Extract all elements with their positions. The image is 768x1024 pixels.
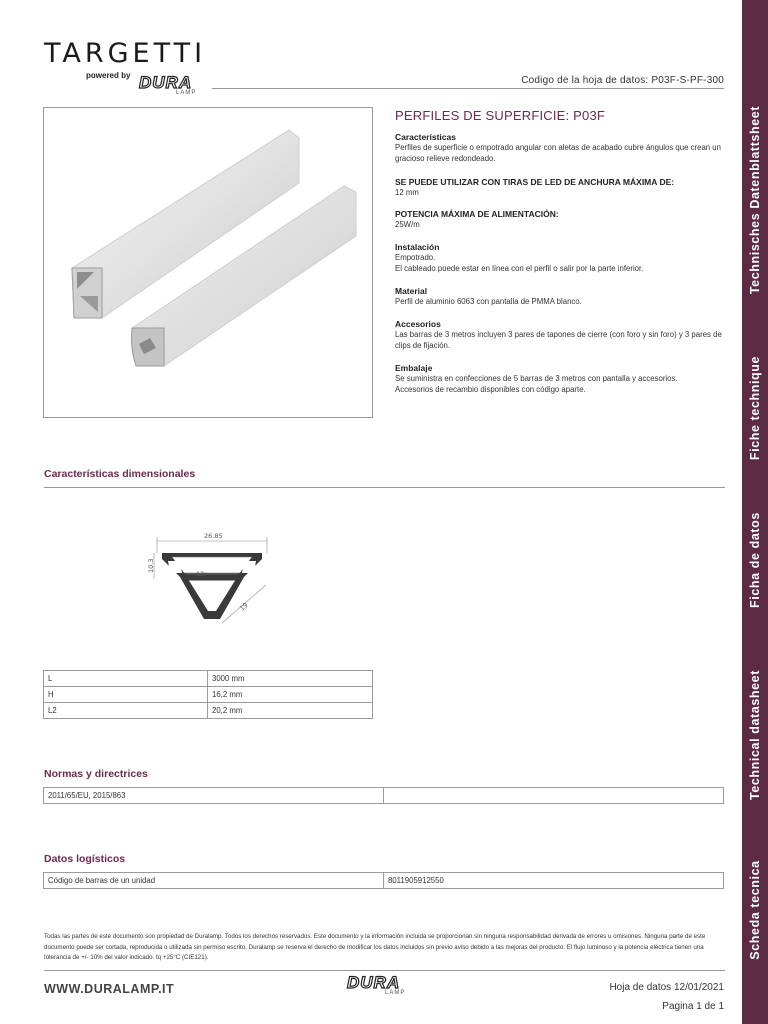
spec-text: Se suministra en confecciones de 5 barras de 3 metros con pantalla y accesorios. bbox=[395, 373, 678, 383]
table-row bbox=[44, 687, 373, 703]
product-image bbox=[43, 107, 373, 418]
dim-inner-label: 12 bbox=[196, 570, 205, 578]
spec-heading: Instalación bbox=[395, 242, 440, 252]
dim-key: H bbox=[44, 687, 208, 703]
spec-packaging bbox=[395, 363, 725, 395]
spec-text-2: El cableado puede estar en línea con el perfil o salir por la parte inferior. bbox=[395, 263, 644, 273]
norms-title: Normas y directrices bbox=[44, 768, 148, 780]
dim-side-label: 19 bbox=[238, 601, 250, 613]
table-row bbox=[44, 873, 724, 889]
spec-power bbox=[395, 209, 725, 231]
norms-table bbox=[43, 787, 724, 804]
dim-key: L bbox=[44, 671, 208, 687]
spec-caracteristicas bbox=[395, 132, 725, 164]
footer-logo: DURA bbox=[347, 973, 401, 992]
spec-text-2: Accesorios de recambio disponibles con código aparte. bbox=[395, 384, 586, 394]
dimension-drawing bbox=[140, 527, 290, 627]
dim-key: L2 bbox=[44, 703, 208, 719]
dimensions-table bbox=[43, 670, 373, 719]
product-title: PERFILES DE SUPERFICIE: P03F bbox=[395, 108, 606, 123]
side-label-de: Technisches Datenblattsheet bbox=[748, 105, 762, 295]
logistics-label: Código de barras de un unidad bbox=[44, 873, 384, 889]
page-number: Pagina 1 de 1 bbox=[662, 1001, 724, 1012]
website-link[interactable]: WWW.DURALAMP.IT bbox=[44, 982, 175, 996]
spec-heading: Accesorios bbox=[395, 319, 441, 329]
side-label-es: Ficha de datos bbox=[748, 512, 762, 608]
spec-heading: Material bbox=[395, 286, 428, 296]
spec-heading: Características bbox=[395, 132, 456, 142]
dim-value: 16,2 mm bbox=[208, 687, 373, 703]
datasheet-date: Hoja de datos 12/01/2021 bbox=[609, 982, 724, 993]
spec-heading: POTENCIA MÁXIMA DE ALIMENTACIÓN: bbox=[395, 209, 559, 219]
spec-text: Perfiles de superficie o empotrado angular con aletas de acabado cubre ángulos que crean un gracioso relieve redondeado. bbox=[395, 142, 721, 163]
spec-text: Empotrado. bbox=[395, 252, 436, 262]
logistics-value: 8011905912550 bbox=[384, 873, 724, 889]
dimensions-divider bbox=[44, 487, 725, 488]
spec-text: Perfil de aluminio 6063 con pantalla de PMMA blanco. bbox=[395, 296, 582, 306]
spec-material bbox=[395, 286, 725, 308]
header-divider bbox=[212, 88, 724, 89]
spec-text: 25W/m bbox=[395, 219, 420, 229]
table-row bbox=[44, 788, 724, 804]
spec-text: Las barras de 3 metros incluyen 3 pares de tapones de cierre (con foro y sin foro) y 3 pares de clips de fijación. bbox=[395, 329, 722, 350]
dim-value: 20,2 mm bbox=[208, 703, 373, 719]
norm-cell bbox=[384, 788, 724, 804]
spec-heading: SE PUEDE UTILIZAR CON TIRAS DE LED DE ANCHURA MÁXIMA DE: bbox=[395, 177, 675, 187]
side-label-en: Technical datasheet bbox=[748, 670, 762, 800]
partner-logo-sub: LAMP bbox=[176, 90, 197, 96]
partner-logo: DURA bbox=[139, 73, 193, 92]
norm-cell: 2011/65/EU, 2015/863 bbox=[44, 788, 384, 804]
powered-by-text: powered by bbox=[86, 71, 131, 80]
brand-logo: TARGETTI bbox=[44, 38, 207, 69]
side-label-it: Scheda tecnica bbox=[748, 860, 762, 960]
spec-accessories bbox=[395, 319, 725, 351]
footer-logo-sub: LAMP bbox=[385, 990, 406, 996]
spec-led-width bbox=[395, 177, 725, 199]
dimensions-title: Características dimensionales bbox=[44, 468, 196, 480]
dim-value: 3000 mm bbox=[208, 671, 373, 687]
dim-width-label: 26.85 bbox=[204, 532, 223, 540]
footer-divider bbox=[44, 970, 725, 971]
profile-illustration bbox=[44, 108, 373, 418]
document-code: Codigo de la hoja de datos: P03F-S-PF-300 bbox=[521, 75, 724, 86]
logistics-table bbox=[43, 872, 724, 889]
disclaimer: Todas las partes de este documento son propiedad de Duralamp. Todos los derechos reservados. Este documento y la información incluida se proporcionan sin ninguna responsabilidad derivada de errores u omisiones. Ninguna parte de este documento puede ser cortada, reproducida o utilizada sin permiso escrito. Duralamp se reserva el derecho de modificar los datos incluidos sin previo aviso debido a las mejoras del producto. El flujo luminoso y la potencia eléctrica tienen una tolerancia de +/- 10% del valor indicado. tq +25°C (CIE121). bbox=[44, 933, 706, 961]
dim-height-label: 10.3 bbox=[147, 558, 155, 573]
logistics-title: Datos logísticos bbox=[44, 853, 126, 865]
spec-installation bbox=[395, 242, 725, 274]
table-row bbox=[44, 703, 373, 719]
table-row bbox=[44, 671, 373, 687]
spec-text: 12 mm bbox=[395, 187, 419, 197]
side-label-fr: Fiche technique bbox=[748, 355, 762, 461]
spec-heading: Embalaje bbox=[395, 363, 433, 373]
